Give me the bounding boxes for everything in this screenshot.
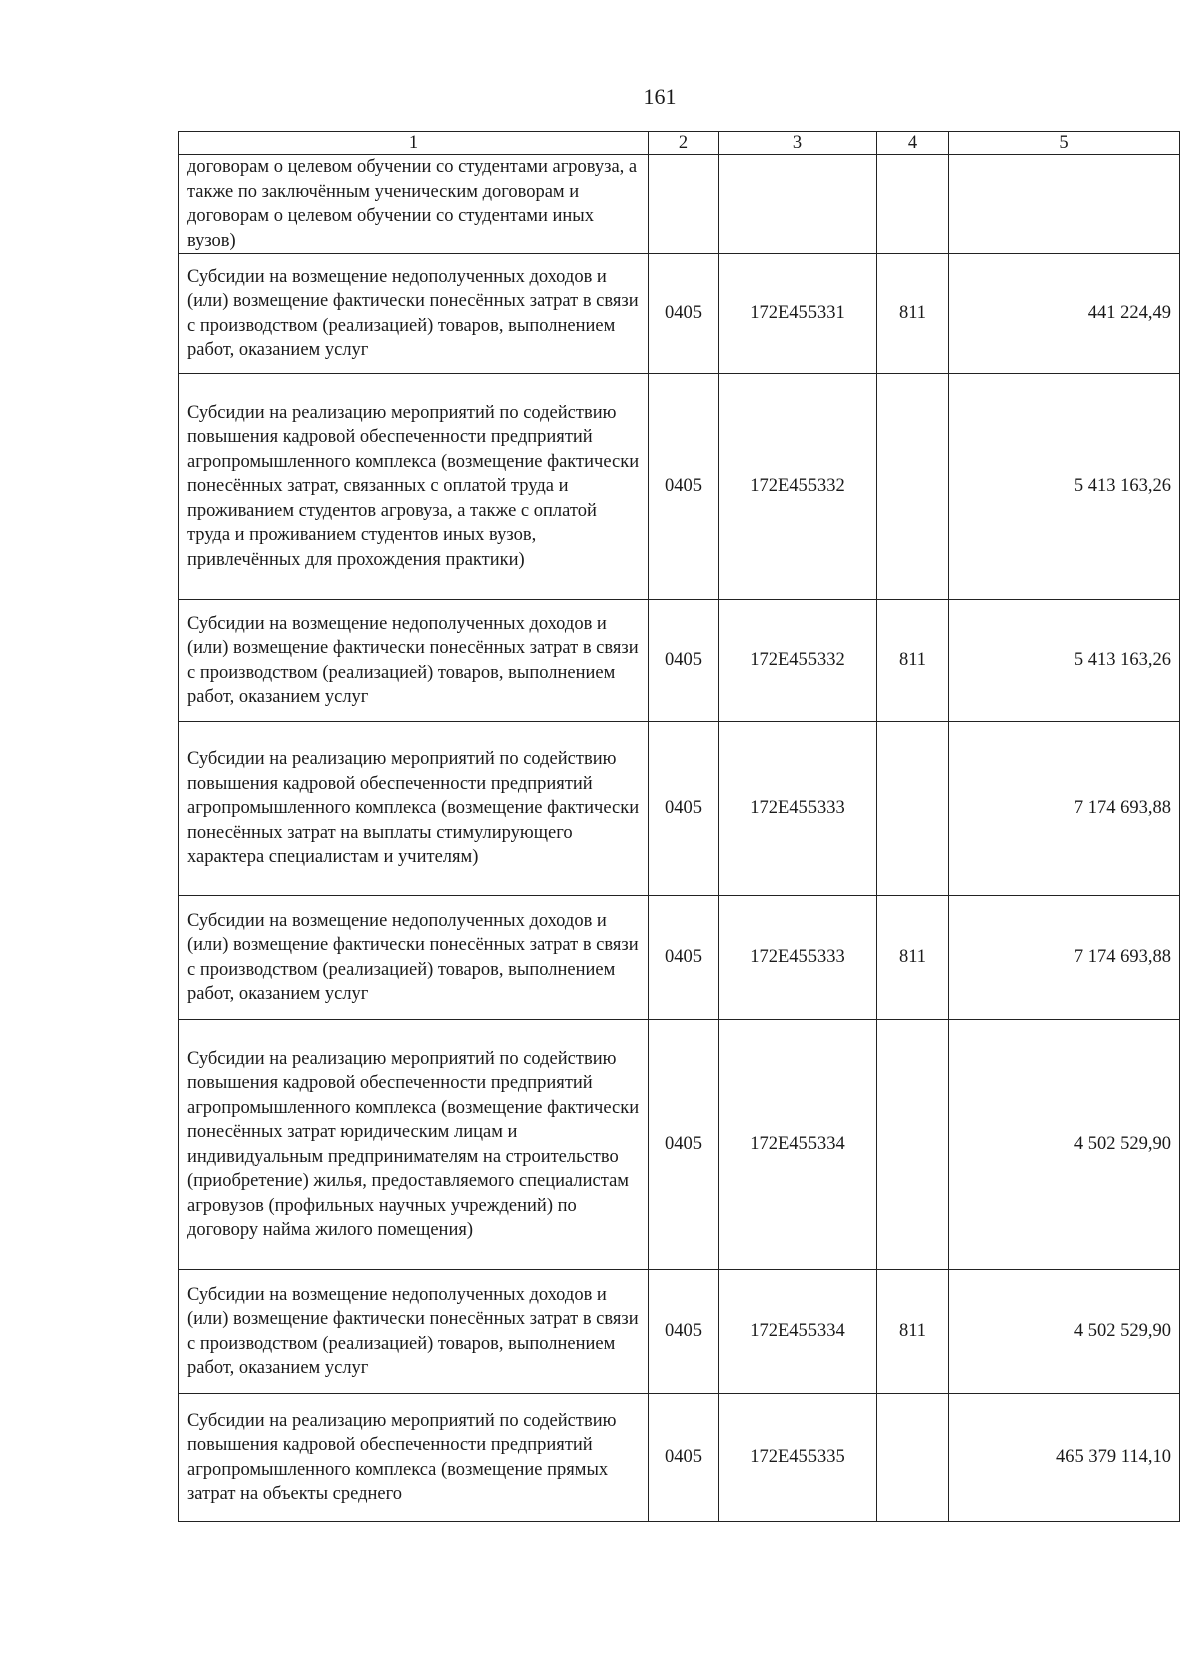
table-row — [179, 600, 1180, 722]
page-number: 161 — [643, 84, 677, 109]
row-amount: 7 174 693,88 — [949, 896, 1180, 1020]
row-description: Субсидии на возмещение недополученных доходов и (или) возмещение фактически понесённых затрат в связи с производством (реализацией) товаров, выполнением работ, оказанием услуг — [179, 254, 649, 374]
row-description: Субсидии на реализацию мероприятий по содействию повышения кадровой обеспеченности предприятий агропромышленного комплекса (возмещение фактически понесённых затрат юридическим лицам и индивидуальным предпринимателям на строительство (приобретение) жилья, предоставляемого специалистам агровузов (профильных научных учреждений) по договору найма жилого помещения) — [179, 1020, 649, 1270]
row-section-code: 0405 — [649, 374, 719, 600]
row-target-code: 172E455332 — [719, 374, 877, 600]
row-description: Субсидии на возмещение недополученных доходов и (или) возмещение фактически понесённых затрат в связи с производством (реализацией) товаров, выполнением работ, оказанием услуг — [179, 600, 649, 722]
table-row — [179, 155, 1180, 254]
table-row — [179, 1394, 1180, 1522]
row-section-code: 0405 — [649, 1020, 719, 1270]
row-amount: 4 502 529,90 — [949, 1020, 1180, 1270]
row-description: Субсидии на реализацию мероприятий по содействию повышения кадровой обеспеченности предприятий агропромышленного комплекса (возмещение фактически понесённых затрат на выплаты стимулирующего характера специалистам и учителям) — [179, 722, 649, 896]
row-type-code: 811 — [877, 896, 949, 1020]
row-type-code: 811 — [877, 1270, 949, 1394]
row-section-code: 0405 — [649, 254, 719, 374]
row-target-code: 172E455335 — [719, 1394, 877, 1522]
row-target-code: 172E455334 — [719, 1020, 877, 1270]
budget-table — [178, 131, 1180, 1522]
row-target-code: 172E455331 — [719, 254, 877, 374]
table-row — [179, 254, 1180, 374]
row-description: Субсидии на реализацию мероприятий по содействию повышения кадровой обеспеченности предприятий агропромышленного комплекса (возмещение прямых затрат на объекты среднего — [179, 1394, 649, 1522]
row-amount: 7 174 693,88 — [949, 722, 1180, 896]
row-type-code: 811 — [877, 600, 949, 722]
row-section-code: 0405 — [649, 722, 719, 896]
table-row — [179, 896, 1180, 1020]
row-section-code: 0405 — [649, 1270, 719, 1394]
header-col-4: 4 — [877, 132, 949, 155]
row-amount: 4 502 529,90 — [949, 1270, 1180, 1394]
row-amount: 465 379 114,10 — [949, 1394, 1180, 1522]
row-type-code — [877, 1020, 949, 1270]
table-row — [179, 374, 1180, 600]
header-col-3: 3 — [719, 132, 877, 155]
table-row — [179, 722, 1180, 896]
row-type-code — [877, 1394, 949, 1522]
row-target-code: 172E455333 — [719, 896, 877, 1020]
row-target-code — [719, 155, 877, 254]
row-amount — [949, 155, 1180, 254]
table-row — [179, 1020, 1180, 1270]
row-amount: 5 413 163,26 — [949, 374, 1180, 600]
row-type-code: 811 — [877, 254, 949, 374]
row-description: договорам о целевом обучении со студентами агровуза, а также по заключённым ученическим договорам и договорам о целевом обучении со студентами иных вузов) — [179, 155, 649, 254]
row-type-code — [877, 374, 949, 600]
header-col-5: 5 — [949, 132, 1180, 155]
row-description: Субсидии на реализацию мероприятий по содействию повышения кадровой обеспеченности предприятий агропромышленного комплекса (возмещение фактически понесённых затрат, связанных с оплатой труда и проживанием студентов агровуза, а также с оплатой труда и проживанием студентов иных вузов, привлечённых для прохождения практики) — [179, 374, 649, 600]
row-description: Субсидии на возмещение недополученных доходов и (или) возмещение фактически понесённых затрат в связи с производством (реализацией) товаров, выполнением работ, оказанием услуг — [179, 1270, 649, 1394]
row-section-code — [649, 155, 719, 254]
row-target-code: 172E455333 — [719, 722, 877, 896]
header-col-1: 1 — [179, 132, 649, 155]
row-section-code: 0405 — [649, 896, 719, 1020]
row-target-code: 172E455332 — [719, 600, 877, 722]
row-section-code: 0405 — [649, 600, 719, 722]
row-target-code: 172E455334 — [719, 1270, 877, 1394]
table-header-row — [179, 132, 1180, 155]
row-amount: 441 224,49 — [949, 254, 1180, 374]
row-description: Субсидии на возмещение недополученных доходов и (или) возмещение фактически понесённых затрат в связи с производством (реализацией) товаров, выполнением работ, оказанием услуг — [179, 896, 649, 1020]
table-row — [179, 1270, 1180, 1394]
row-section-code: 0405 — [649, 1394, 719, 1522]
row-type-code — [877, 722, 949, 896]
row-amount: 5 413 163,26 — [949, 600, 1180, 722]
header-col-2: 2 — [649, 132, 719, 155]
row-type-code — [877, 155, 949, 254]
